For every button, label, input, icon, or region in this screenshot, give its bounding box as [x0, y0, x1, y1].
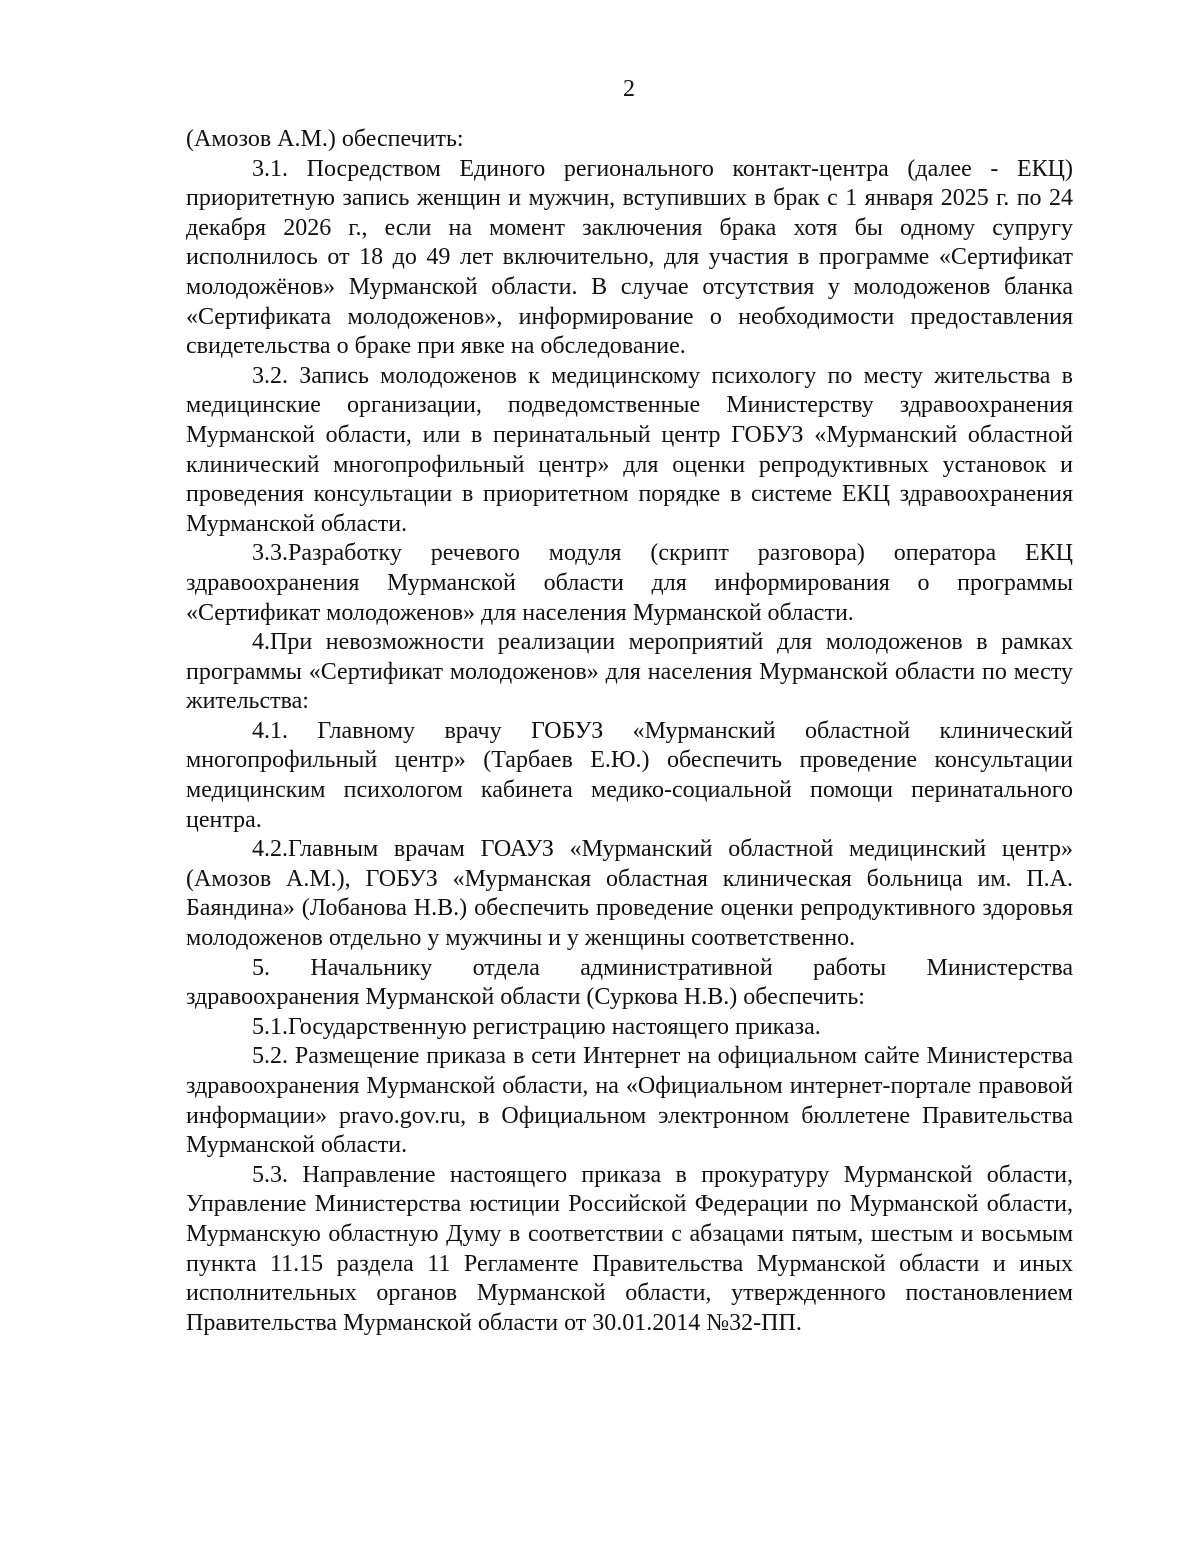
- page-number: 2: [623, 76, 635, 102]
- paragraph-5-2: 5.2. Размещение приказа в сети Интернет на официальном сайте Министерства здравоохранения Мурманской области, на «Официальном интернет-портале правовой информации» pravo.gov.ru, в Официальном электронном бюллетене Правительства Мурманской области.: [186, 1043, 1073, 1159]
- paragraph-4: 4.При невозможности реализации мероприятий для молодоженов в рамках программы «Сертификат молодоженов» для населения Мурманской области по месту жительства:: [186, 629, 1073, 715]
- paragraph-continuation: (Амозов А.М.) обеспечить:: [186, 126, 464, 152]
- paragraph-5-1: 5.1.Государственную регистрацию настоящего приказа.: [252, 1013, 821, 1040]
- document-body: [186, 125, 1073, 1338]
- paragraph-4-1: 4.1. Главному врачу ГОБУЗ «Мурманский областной клинический многопрофильный центр» (Тарбаев Е.Ю.) обеспечить проведение консультации медицинским психологом кабинета медико-социальной помощи перинатального центра.: [186, 717, 1073, 833]
- paragraph-3-1: 3.1. Посредством Единого регионального контакт-центра (далее - ЕКЦ) приоритетную запись женщин и мужчин, вступивших в брак с 1 января 2025 г. по 24 декабря 2026 г., если на момент заключения брака хотя бы одному супругу исполнилось от 18 до 49 лет включительно, для участия в программе «Сертификат молодожёнов» Мурманской области. В случае отсутствия у молодоженов бланка «Сертификата молодоженов», информирование о необходимости предоставления свидетельства о браке при явке на обследование.: [186, 155, 1073, 360]
- paragraph-5: 5. Начальнику отдела административной работы Министерства здравоохранения Мурманской области (Суркова Н.В.) обеспечить:: [186, 954, 1073, 1011]
- paragraph-3-2: 3.2. Запись молодоженов к медицинскому психологу по месту жительства в медицинские организации, подведомственные Министерству здравоохранения Мурманской области, или в перинатальный центр ГОБУЗ «Мурманский областной клинический многопрофильный центр» для оценки репродуктивных установок и проведения консультации в приоритетном порядке в системе ЕКЦ здравоохранения Мурманской области.: [186, 362, 1073, 537]
- paragraph-4-2: 4.2.Главным врачам ГОАУЗ «Мурманский областной медицинский центр» (Амозов А.М.), ГОБУЗ «Мурманская областная клиническая больница им. П.А. Баяндина» (Лобанова Н.В.) обеспечить проведение оценки репродуктивного здоровья молодоженов отдельно у мужчины и у женщины соответственно.: [186, 836, 1073, 952]
- paragraph-5-3: 5.3. Направление настоящего приказа в прокуратуру Мурманской области, Управление Министерства юстиции Российской Федерации по Мурманской области, Мурманскую областную Думу в соответствии с абзацами пятым, шестым и восьмым пункта 11.15 раздела 11 Регламенте Правительства Мурманской области и иных исполнительных органов Мурманской области, утвержденного постановлением Правительства Мурманской области от 30.01.2014 №32-ПП.: [186, 1161, 1073, 1336]
- paragraph-3-3: 3.3.Разработку речевого модуля (скрипт разговора) оператора ЕКЦ здравоохранения Мурманской области для информирования о программы «Сертификат молодоженов» для населения Мурманской области.: [186, 540, 1073, 626]
